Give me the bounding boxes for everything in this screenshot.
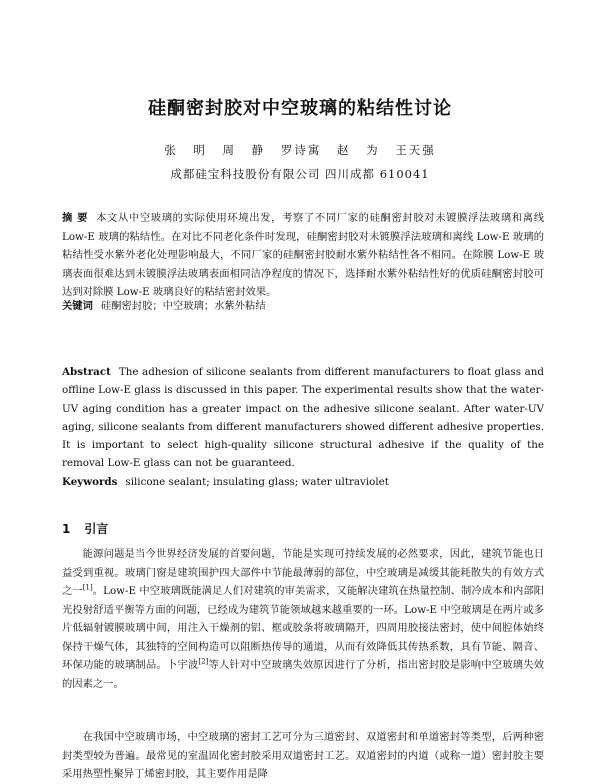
keywords-cn <box>62 297 544 316</box>
paragraph-text: 能源问题是当今世界经济发展的首要问题，节能是实现可持续发展的必然要求，因此，建筑节能也日益受到重视。玻璃门窗是建筑围护四大部件中节能最薄弱的部位，中空玻璃是减缓其能耗散失的有效方式之一 <box>62 548 544 597</box>
keywords-en-label: Keywords <box>62 476 118 488</box>
body-paragraph-2 <box>62 728 544 784</box>
section-heading <box>62 520 108 537</box>
page-title: 硅酮密封胶对中空玻璃的粘结性讨论 <box>148 98 452 119</box>
citation-ref: [2] <box>198 657 209 666</box>
keywords-en <box>62 473 544 492</box>
abstract-cn-label: 摘 要 <box>62 212 89 224</box>
abstract-en-text: The adhesion of silicone sealants from different manufacturers to float glass and offline Low-E glass is discussed in this paper. The experimental results show that the water-UV aging condition has a greater impact on the adhesive silicone sealant. After water-UV aging, silicone sealants from different manufacturers showed different adhesive properties. It is important to select high-quality silicone structural adhesive if the quality of the removal Low-E glass can not be guaranteed. <box>62 366 544 470</box>
abstract-cn-text: 本文从中空玻璃的实际使用环境出发，考察了不同厂家的硅酮密封胶对未镀膜浮法玻璃和离线 Low-E 玻璃的粘结性。在对比不同老化条件时发现，硅酮密封胶对未镀膜浮法玻璃和离线 Low-E 玻璃的粘结性受水紫外老化处理影响最大，不同厂家的硅酮密封胶耐水紫外粘结性各不相同。在除膜 Low-E 玻璃表面很难达到未镀膜浮法玻璃表面相同洁净程度的情况下，选择耐水紫外粘结性好的优质硅酮密封胶可达到对除膜 Low-E 玻璃良好的粘结密封效果。 <box>62 212 544 298</box>
keywords-cn-label: 关键词 <box>62 300 93 312</box>
keywords-en-text: silicone sealant; insulating glass; water ultraviolet <box>125 476 389 488</box>
citation-ref: [1] <box>82 583 93 592</box>
author-list: 张 明 周 静 罗诗寓 赵 为 王天强 <box>164 143 436 157</box>
paragraph-text: 等人针对中空玻璃失效原因进行了分析，指出密封胶是影响中空玻璃失效的因素之一。 <box>62 659 545 690</box>
paragraph-text: 。Low-E 中空玻璃既能满足人们对建筑的审美需求，又能解决建筑在热量控制、制冷成本和内部阳光投射舒适平衡等方面的问题，已经成为建筑节能领域越来越重要的一环。Low-E 中空玻璃是在两片或多片低辐射镀膜玻璃中间，用注入干燥剂的铝、框或胶条将玻璃隔开，四周用胶接法密封，使中间腔体始终保持干燥气体，其独特的空间构造可以阻断热传导的通道，从而有效降低其传热系数，具有节能、隔音、环保功能的玻璃制品。卜宇波 <box>62 585 545 671</box>
abstract-cn <box>62 209 544 302</box>
body-paragraph-1 <box>62 545 544 693</box>
affiliation: 成都硅宝科技股份有限公司 四川成都 610041 <box>170 167 430 181</box>
keywords-cn-text: 硅酮密封胶；中空玻璃；水紫外粘结 <box>100 300 266 312</box>
section-number: 1 <box>62 522 71 536</box>
abstract-en <box>62 363 544 473</box>
abstract-en-label: Abstract <box>62 366 111 378</box>
section-title: 引言 <box>84 522 109 536</box>
paragraph: 在我国中空玻璃市场，中空玻璃的密封工艺可分为三道密封、双道密封和单道密封等类型，后两种密封类型较为普遍。最常见的室温固化密封胶采用双道密封工艺。双道密封的内道（或称一道）密封胶主要采用热塑性聚异丁烯密封胶，其主要作用是降 <box>62 731 544 780</box>
paragraph <box>62 545 544 693</box>
